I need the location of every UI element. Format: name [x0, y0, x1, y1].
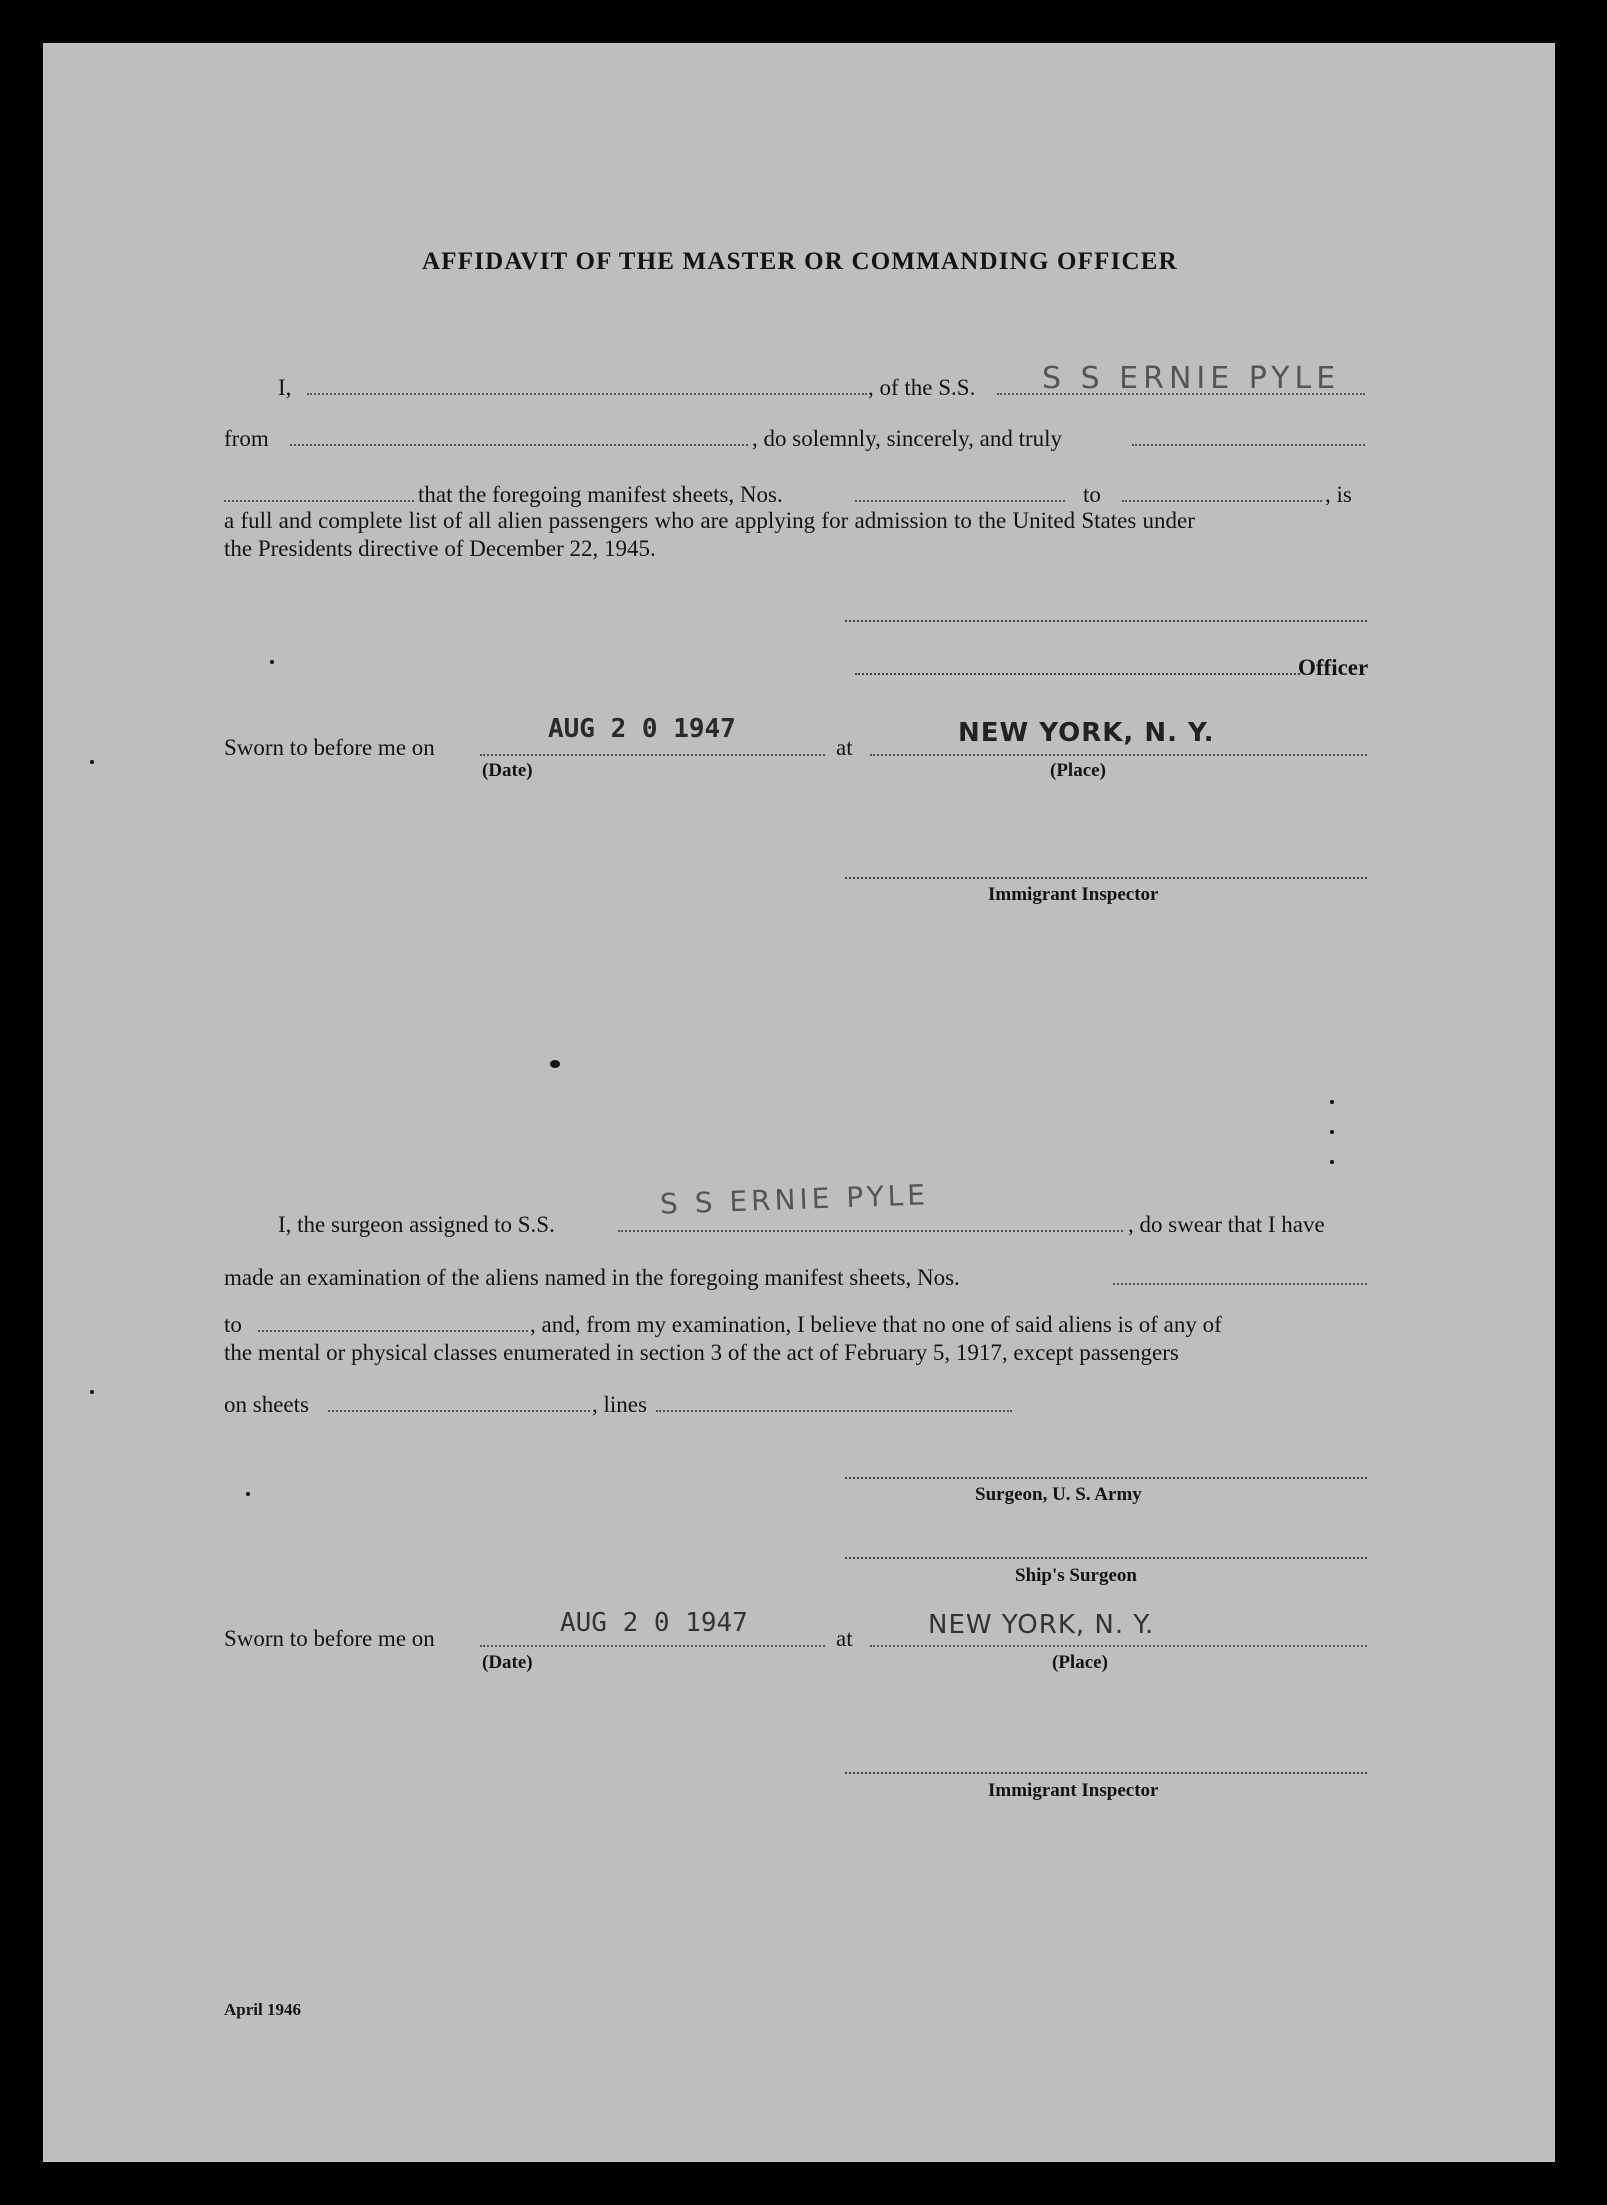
lines-field[interactable]: [656, 1410, 1012, 1412]
date-stamp-2: AUG 2 0 1947: [560, 1608, 748, 1638]
at-label: at: [836, 735, 853, 760]
inspector-signature-line-2[interactable]: [845, 1772, 1367, 1774]
sworn-label-2: Sworn to before me on: [224, 1626, 435, 1651]
inspector-caption-2: Immigrant Inspector: [988, 1780, 1159, 1801]
surgeon-line-1b: , do swear that I have: [1128, 1212, 1325, 1237]
sworn-place-field-2[interactable]: [870, 1645, 1367, 1647]
ships-surgeon-signature-line[interactable]: [845, 1557, 1367, 1559]
paragraph-line-3: the Presidents directive of December 22, 1945.: [224, 536, 656, 561]
scan-speck: [550, 1060, 560, 1068]
sworn-date-field[interactable]: [480, 754, 825, 756]
scan-speck: [90, 1390, 94, 1394]
scan-speck: [1330, 1100, 1334, 1104]
oath-type-field[interactable]: [224, 500, 414, 502]
surgeon-ship-stamp: S S ERNIE PYLE: [659, 1178, 930, 1221]
on-sheets-label: on sheets: [224, 1392, 309, 1417]
inspector-signature-line[interactable]: [845, 877, 1367, 879]
label-is: , is: [1325, 482, 1352, 507]
date-stamp: AUG 2 0 1947: [548, 714, 736, 744]
master-signature-line[interactable]: [845, 620, 1367, 622]
army-surgeon-signature-line[interactable]: [845, 1477, 1367, 1479]
place-caption-2: (Place): [1052, 1652, 1108, 1673]
sworn-label: Sworn to before me on: [224, 735, 435, 760]
master-name-field[interactable]: [307, 393, 867, 395]
at-label-2: at: [836, 1626, 853, 1651]
label-of-ss: , of the S.S.: [868, 375, 976, 400]
officer-label: Officer: [1298, 655, 1369, 680]
officer-signature-line[interactable]: [855, 673, 1300, 675]
scan-speck: [1330, 1160, 1334, 1164]
surgeon-line-1a: I, the surgeon assigned to S.S.: [278, 1212, 555, 1237]
solemnly-field[interactable]: [1132, 444, 1365, 446]
sworn-place-field[interactable]: [870, 754, 1367, 756]
surgeon-ship-field[interactable]: [618, 1230, 1123, 1232]
lines-label: , lines: [592, 1392, 647, 1417]
army-surgeon-caption: Surgeon, U. S. Army: [975, 1484, 1142, 1505]
label-to: to: [1083, 482, 1101, 507]
surgeon-sheets-from-field[interactable]: [1113, 1283, 1367, 1285]
place-caption: (Place): [1050, 760, 1106, 781]
scan-speck: [90, 760, 94, 764]
from-port-field[interactable]: [290, 444, 748, 446]
surgeon-to-label: to: [224, 1312, 242, 1337]
paragraph-line-2: a full and complete list of all alien passengers who are applying for admission to the United States under: [224, 508, 1195, 533]
scan-speck: [1330, 1130, 1334, 1134]
date-caption: (Date): [482, 760, 533, 781]
form-title: AFFIDAVIT OF THE MASTER OR COMMANDING OFFICER: [422, 248, 1178, 275]
label-from: from: [224, 426, 269, 451]
place-stamp-2: NEW YORK, N. Y.: [928, 1610, 1155, 1640]
scan-speck: [270, 660, 274, 664]
sheet-to-field[interactable]: [1122, 500, 1322, 502]
inspector-caption: Immigrant Inspector: [988, 884, 1159, 905]
place-stamp: NEW YORK, N. Y.: [958, 718, 1215, 748]
scan-speck: [246, 1492, 250, 1496]
date-caption-2: (Date): [482, 1652, 533, 1673]
footer-date: April 1946: [224, 2000, 301, 2019]
label-foregoing: that the foregoing manifest sheets, Nos.: [418, 482, 783, 507]
sheet-from-field[interactable]: [855, 500, 1065, 502]
surgeon-line-4: the mental or physical classes enumerated in section 3 of the act of February 5, 1917, except passengers: [224, 1340, 1179, 1365]
sworn-date-field-2[interactable]: [480, 1645, 825, 1647]
on-sheets-field[interactable]: [328, 1410, 590, 1412]
label-i: I,: [278, 375, 292, 400]
ships-surgeon-caption: Ship's Surgeon: [1015, 1565, 1137, 1586]
surgeon-sheets-to-field[interactable]: [258, 1330, 528, 1332]
label-solemnly: , do solemnly, sincerely, and truly: [752, 426, 1063, 451]
surgeon-line-3b: , and, from my examination, I believe that no one of said aliens is of any of: [530, 1312, 1222, 1337]
ship-name-stamp: S S ERNIE PYLE: [1042, 361, 1341, 396]
surgeon-line-2: made an examination of the aliens named in the foregoing manifest sheets, Nos.: [224, 1265, 960, 1290]
